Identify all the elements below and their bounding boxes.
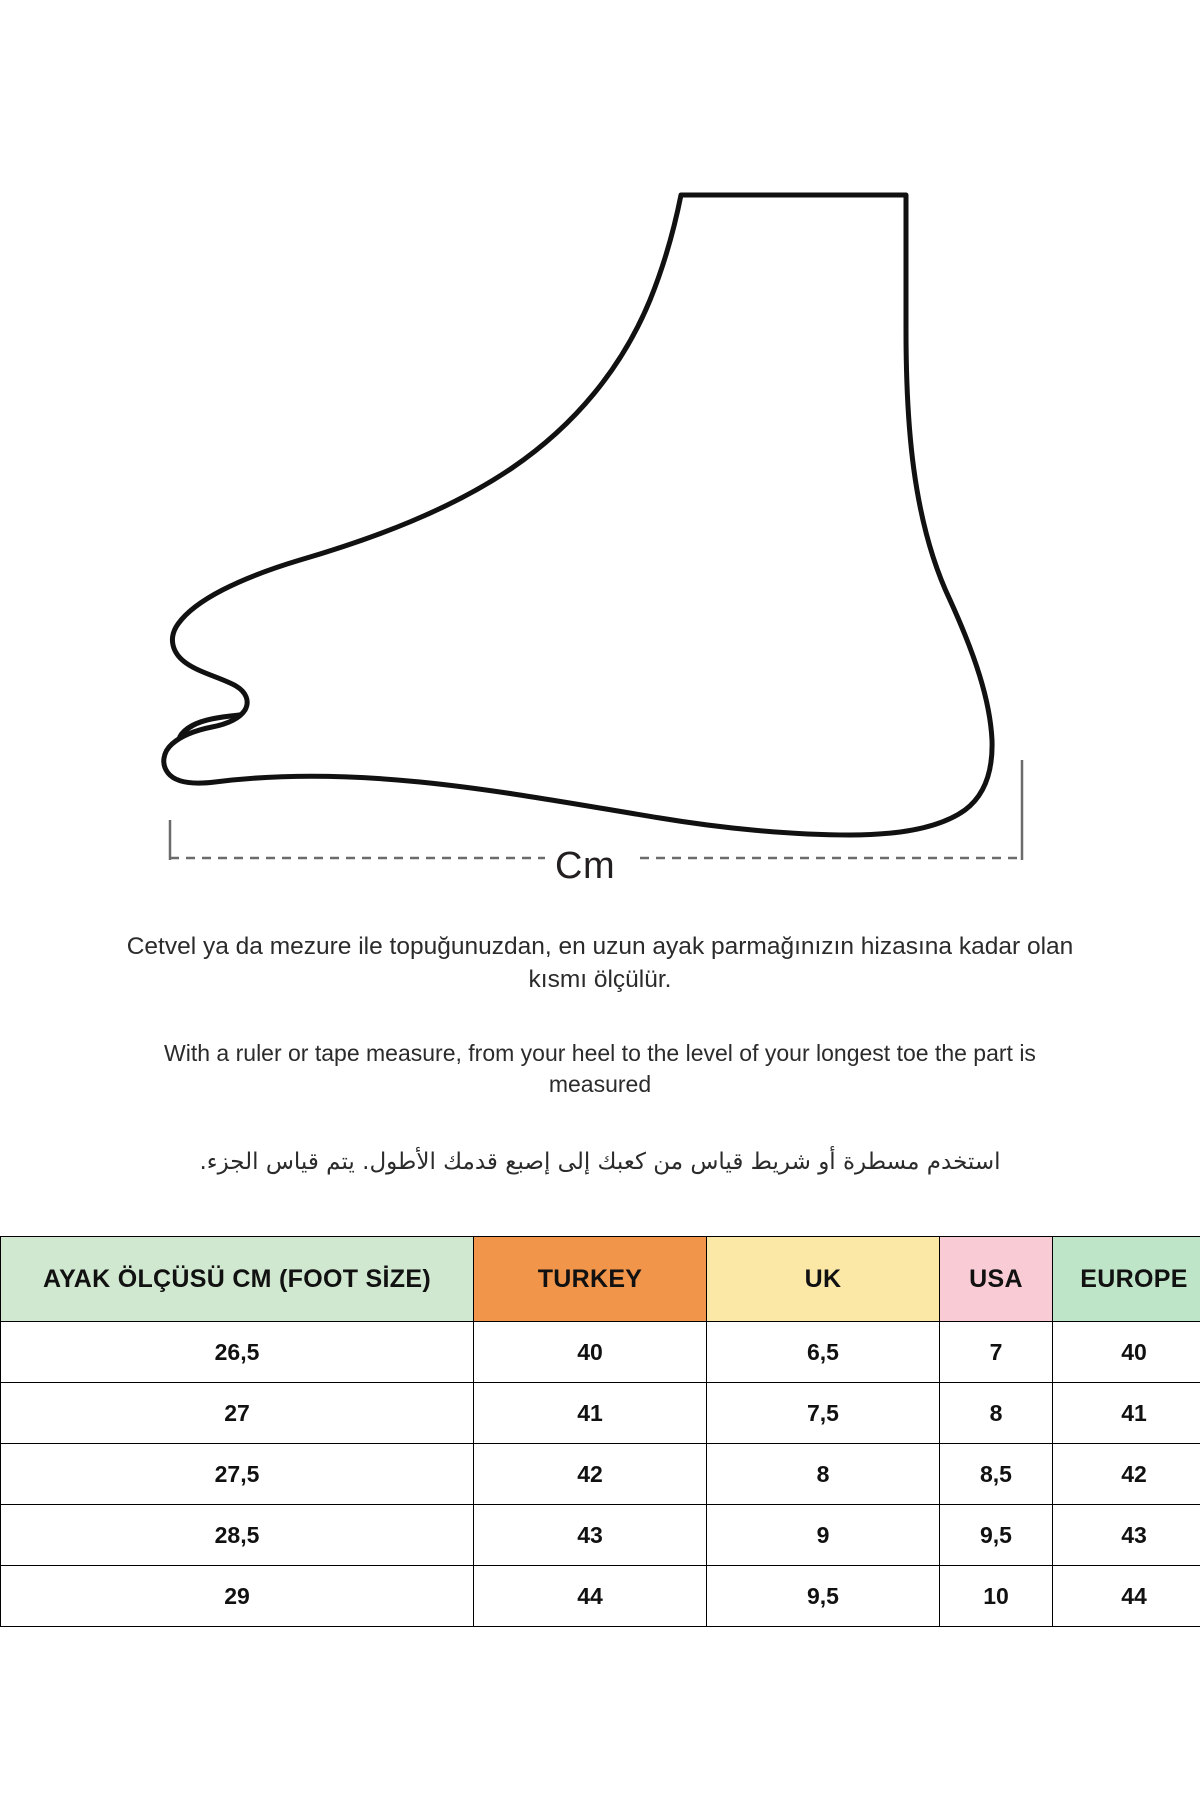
table-row: [1, 1505, 1200, 1566]
table-row: [1, 1444, 1200, 1505]
cell-uk: 6,5: [707, 1322, 940, 1383]
instruction-english: With a ruler or tape measure, from your heel to the level of your longest toe the part is measured: [164, 1040, 1036, 1098]
size-table-head: [1, 1237, 1200, 1322]
size-table: [0, 1236, 1200, 1627]
table-row: [1, 1566, 1200, 1627]
cell-turkey: 42: [474, 1444, 707, 1505]
cell-foot-size: 28,5: [1, 1505, 474, 1566]
table-row: [1, 1383, 1200, 1444]
table-header-row: [1, 1237, 1200, 1322]
cell-usa: 8: [940, 1383, 1053, 1444]
table-row: [1, 1322, 1200, 1383]
cell-turkey: 43: [474, 1505, 707, 1566]
cell-europe: 44: [1053, 1566, 1200, 1627]
header-uk: UK: [707, 1237, 940, 1322]
size-table-body: [1, 1322, 1200, 1627]
cell-turkey: 40: [474, 1322, 707, 1383]
cell-usa: 9,5: [940, 1505, 1053, 1566]
cell-foot-size: 27: [1, 1383, 474, 1444]
cell-europe: 42: [1053, 1444, 1200, 1505]
header-turkey: TURKEY: [474, 1237, 707, 1322]
cm-measure-label: Cm: [555, 845, 616, 887]
cell-foot-size: 29: [1, 1566, 474, 1627]
header-europe: EUROPE: [1053, 1237, 1200, 1322]
instructions-block: [0, 930, 1200, 1178]
cell-uk: 7,5: [707, 1383, 940, 1444]
cell-uk: 9,5: [707, 1566, 940, 1627]
cell-uk: 8: [707, 1444, 940, 1505]
cell-foot-size: 26,5: [1, 1322, 474, 1383]
header-foot-size: AYAK ÖLÇÜSÜ CM (FOOT SİZE): [1, 1237, 474, 1322]
cell-uk: 9: [707, 1505, 940, 1566]
size-table-wrapper: [0, 1236, 1200, 1627]
cell-europe: 41: [1053, 1383, 1200, 1444]
cell-usa: 8,5: [940, 1444, 1053, 1505]
instruction-arabic: استخدم مسطرة أو شريط قياس من كعبك إلى إصبع قدمك الأطول. يتم قياس الجزء.: [199, 1149, 1001, 1176]
cell-turkey: 41: [474, 1383, 707, 1444]
cell-turkey: 44: [474, 1566, 707, 1627]
cell-europe: 43: [1053, 1505, 1200, 1566]
cell-usa: 10: [940, 1566, 1053, 1627]
header-usa: USA: [940, 1237, 1053, 1322]
cell-foot-size: 27,5: [1, 1444, 474, 1505]
cell-europe: 40: [1053, 1322, 1200, 1383]
instruction-turkish: Cetvel ya da mezure ile topuğunuzdan, en uzun ayak parmağınızın hizasına kadar olan kısmı ölçülür.: [126, 933, 1074, 994]
cell-usa: 7: [940, 1322, 1053, 1383]
